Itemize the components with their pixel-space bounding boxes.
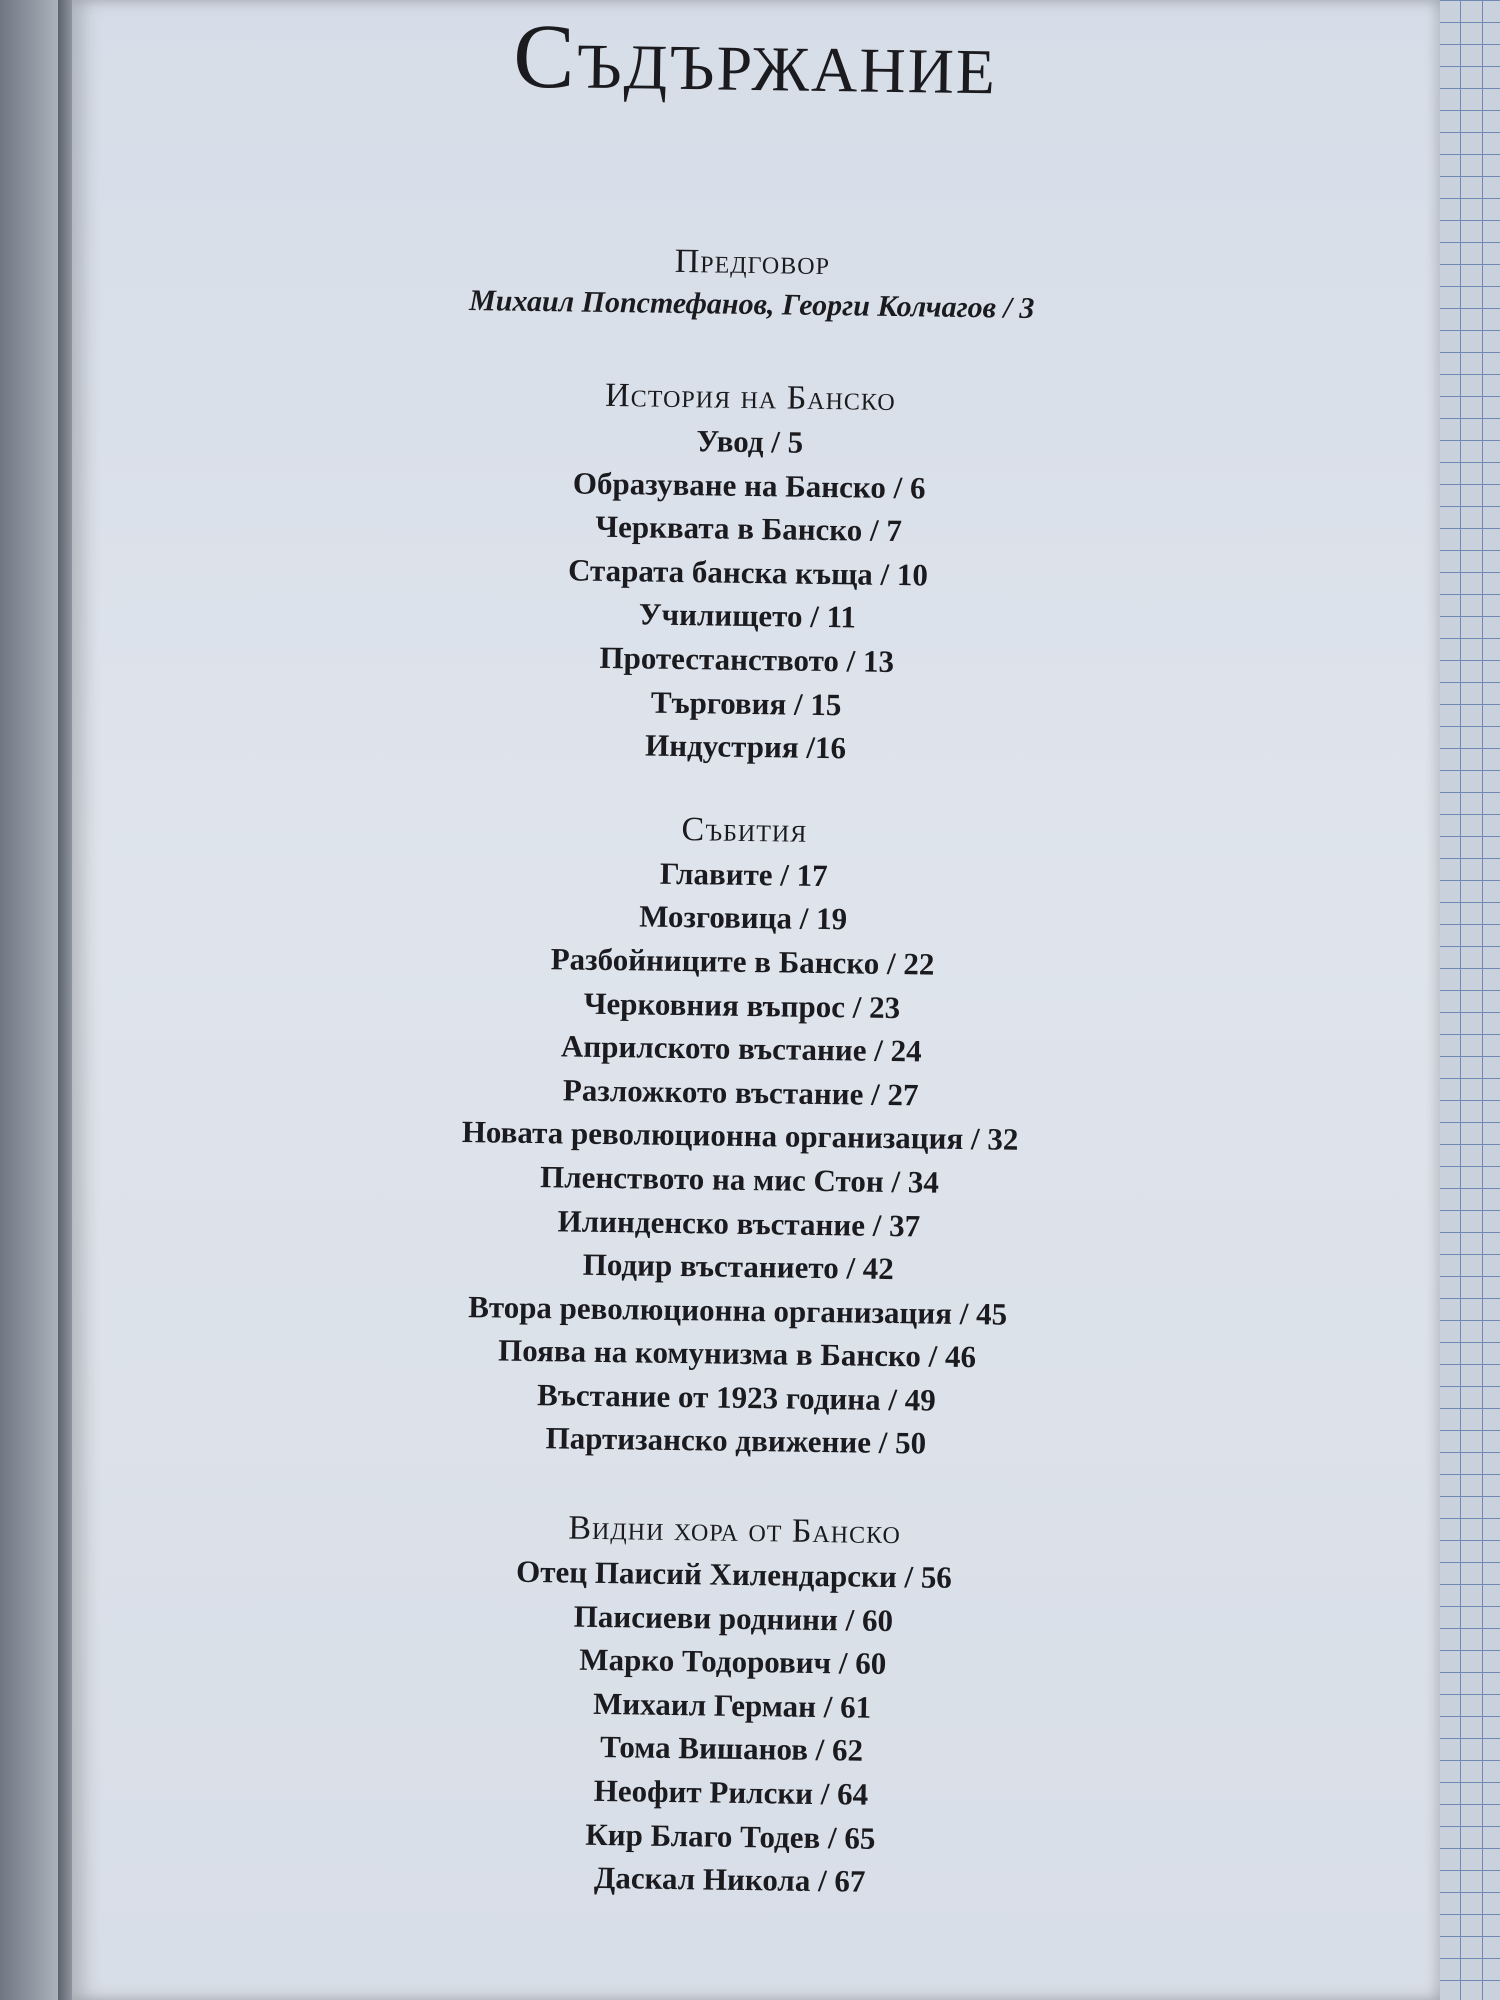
toc-entry: Новата революционна организация / 32 <box>461 1114 1019 1158</box>
toc-entry: Отец Паисий Хилендарски / 56 <box>515 1553 953 1595</box>
toc-entry: Протестанството / 13 <box>599 639 895 679</box>
grid-paper-background <box>1438 0 1500 2000</box>
toc-entry: Индустрия /16 <box>644 727 847 766</box>
toc-entry: Неофит Рилски / 64 <box>593 1772 869 1812</box>
toc-entry: Увод / 5 <box>696 423 804 460</box>
toc-entry: Марко Тодорович / 60 <box>579 1641 887 1682</box>
toc-entry: Партизанско движение / 50 <box>545 1420 927 1461</box>
toc-entry: Втора революционна организация / 45 <box>467 1288 1008 1332</box>
table-of-contents <box>46 0 1440 1911</box>
toc-entry: Търговия / 15 <box>650 684 842 722</box>
toc-entry: Илинденско въстание / 37 <box>557 1202 921 1243</box>
section-heading: Събития <box>681 810 808 850</box>
page-title: Съдържание <box>512 4 998 114</box>
toc-entry: Даскал Никола / 67 <box>593 1860 866 1899</box>
toc-entry: Подир въстанието / 42 <box>582 1246 895 1287</box>
toc-entry: Михаил Герман / 61 <box>592 1685 872 1725</box>
toc-entry: Образуване на Банско / 6 <box>572 465 926 506</box>
section-heading: Предговор <box>674 242 831 283</box>
toc-entry: Черквата в Банско / 7 <box>595 508 903 549</box>
section-history <box>61 366 1434 778</box>
toc-entry: Мозговица / 19 <box>638 898 848 937</box>
section-heading: Видни хора от Банско <box>568 1509 902 1552</box>
section-heading: История на Банско <box>604 376 896 418</box>
toc-entry: Черковния въпрос / 23 <box>583 985 901 1025</box>
toc-entry: Въстание от 1923 година / 49 <box>536 1376 937 1418</box>
toc-entry: Паисиеви роднини / 60 <box>573 1598 894 1638</box>
toc-entry: Старата банска къща / 10 <box>567 552 929 593</box>
section-events <box>52 799 1429 1472</box>
section-preface <box>68 234 1437 331</box>
toc-entry: Главите / 17 <box>659 855 828 893</box>
toc-entry: Разбойниците в Банско / 22 <box>550 941 935 982</box>
toc-entry: Пленството на мис Стон / 34 <box>539 1159 940 1200</box>
toc-entry: Разложкото въстание / 27 <box>562 1072 919 1113</box>
book-page <box>72 0 1440 2000</box>
toc-entry: Училището / 11 <box>638 596 857 635</box>
preface-authors: Михаил Попстефанов, Георги Колчагов / 3 <box>468 284 1035 325</box>
toc-entry: Поява на комунизма в Банско / 46 <box>497 1332 977 1375</box>
section-notable-people <box>46 1499 1419 1911</box>
toc-entry: Тома Вишанов / 62 <box>599 1729 864 1769</box>
toc-entry: Кир Благо Тодев / 65 <box>585 1816 876 1856</box>
toc-entry: Априлското въстание / 24 <box>560 1028 922 1069</box>
